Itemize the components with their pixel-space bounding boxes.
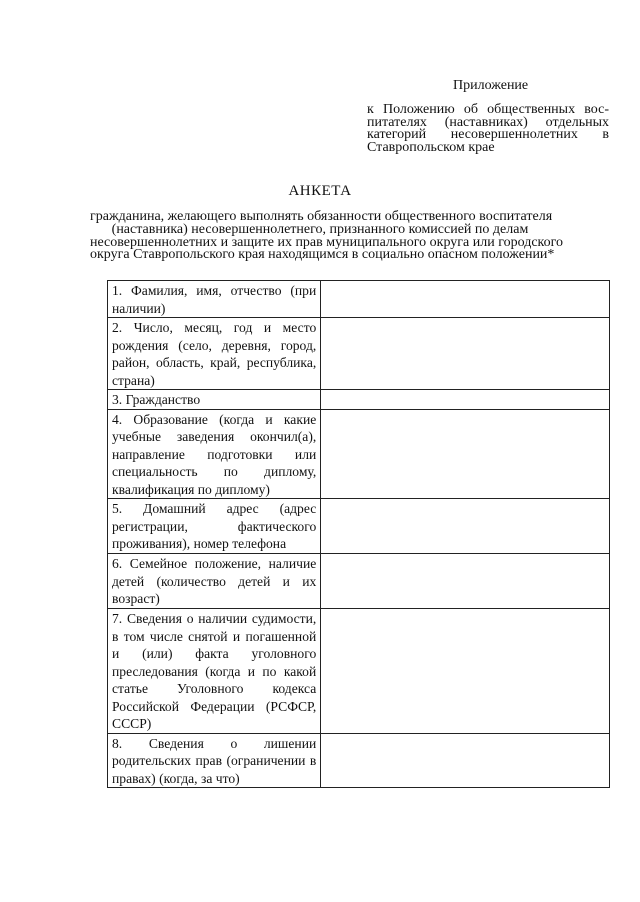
question-cell: 2. Число, месяц, год и место рождения (село, деревня, город, район, область, край, республика, страна) xyxy=(108,318,321,390)
answer-cell[interactable] xyxy=(321,554,610,609)
form-title: АНКЕТА xyxy=(288,183,352,199)
form-subtitle-line: несовершеннолетних и защите их прав муниципального округа или городского xyxy=(90,234,564,250)
table-row xyxy=(108,609,610,734)
form-subtitle xyxy=(90,209,564,263)
question-cell: 3. Гражданство xyxy=(108,390,321,410)
form-subtitle-line: округа Ставропольского края находящимся в социально опасном положении* xyxy=(90,247,555,263)
answer-cell[interactable] xyxy=(321,318,610,390)
appendix-label: Приложение xyxy=(453,78,529,93)
appendix-reference-line: питателях (наставниках) отдельных xyxy=(367,114,609,130)
table-row xyxy=(108,499,610,554)
questionnaire-table xyxy=(107,280,610,788)
question-cell: 7. Сведения о наличии судимости, в том числе снятой и погашенной и (или) факта уголовного преследования (когда и по какой статье Уголовного кодекса Российской Федерации (РСФСР, СССР) xyxy=(108,609,321,734)
appendix-reference xyxy=(367,104,609,154)
appendix-reference-line: к Положению об общественных вос- xyxy=(367,102,609,117)
appendix-reference-line: Ставропольском крае xyxy=(367,139,495,155)
question-cell: 4. Образование (когда и какие учебные заведения окончил(а), направление подготовки или специальность по диплому, квалификация по диплому) xyxy=(108,409,321,499)
form-subtitle-line: (наставника) несовершеннолетнего, признанного комиссией по делам xyxy=(111,221,529,237)
answer-cell[interactable] xyxy=(321,409,610,499)
question-cell: 1. Фамилия, имя, отчество (при наличии) xyxy=(108,281,321,318)
form-subtitle-line: гражданина, желающего выполнять обязанности общественного воспитателя xyxy=(90,209,553,224)
answer-cell[interactable] xyxy=(321,499,610,554)
question-cell: 6. Семейное положение, наличие детей (количество детей и их возраст) xyxy=(108,554,321,609)
answer-cell[interactable] xyxy=(321,609,610,734)
table-row xyxy=(108,409,610,499)
answer-cell[interactable] xyxy=(321,733,610,788)
answer-cell[interactable] xyxy=(321,390,610,410)
answer-cell[interactable] xyxy=(321,281,610,318)
question-cell: 8. Сведения о лишении родительских прав (ограничении в правах) (когда, за что) xyxy=(108,733,321,788)
appendix-reference-line: категорий несовершеннолетних в xyxy=(367,127,609,142)
table-row xyxy=(108,281,610,318)
table-row xyxy=(108,554,610,609)
question-cell: 5. Домашний адрес (адрес регистрации, фактического проживания), номер телефона xyxy=(108,499,321,554)
table-row xyxy=(108,318,610,390)
table-row xyxy=(108,733,610,788)
table-row xyxy=(108,390,610,410)
